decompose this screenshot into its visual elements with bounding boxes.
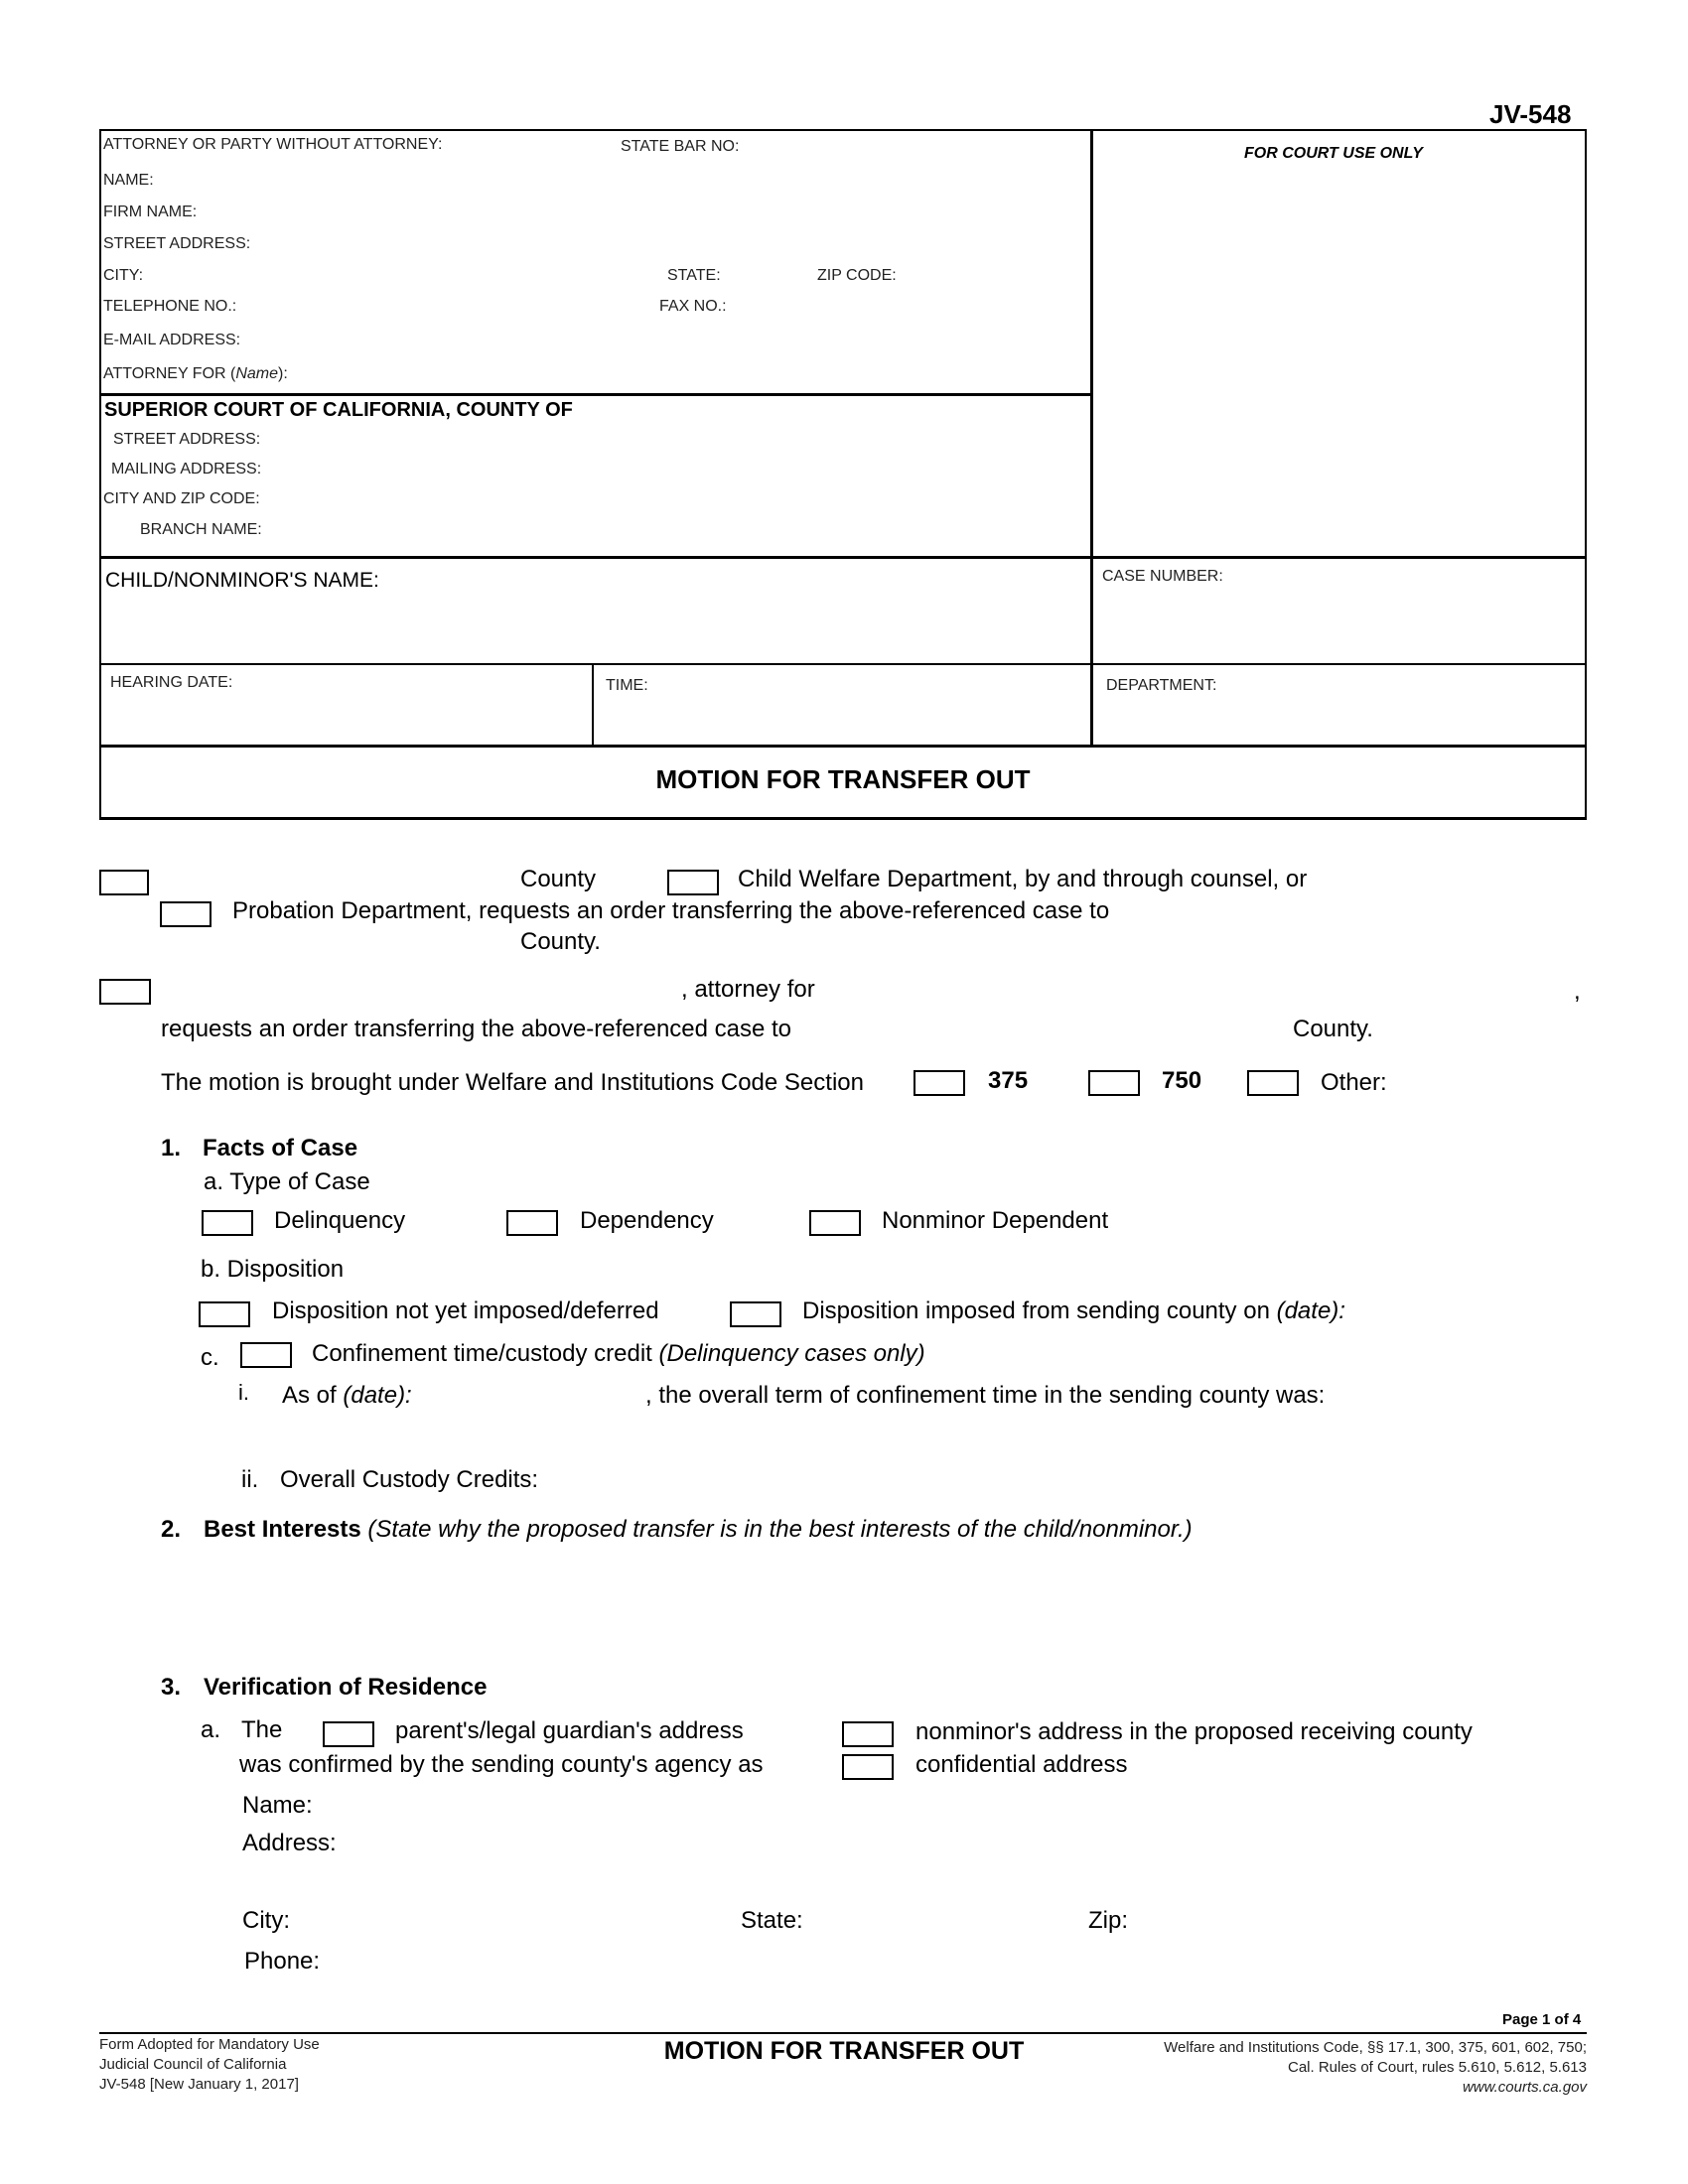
confinement-label: Confinement time/custody credit (Delinquency cases only) [312, 1340, 925, 1367]
trailing-comma: , [1574, 978, 1581, 1005]
form-number: JV-548 [1489, 99, 1572, 129]
residence-state-label: State: [741, 1907, 803, 1934]
section3-number: 3. [161, 1674, 182, 1701]
delinquency-checkbox[interactable] [202, 1210, 253, 1236]
overall-term-label: , the overall term of confinement time in the sending county was: [645, 1382, 1326, 1409]
footer-adopted-2: Judicial Council of California [99, 2056, 287, 2073]
sub-ii-label: ii. [241, 1466, 259, 1493]
section-750-checkbox[interactable] [1088, 1070, 1140, 1096]
footer-cite-2: Cal. Rules of Court, rules 5.610, 5.612, 5.613 [1287, 2059, 1587, 2076]
court-cityzip-label: CITY AND ZIP CODE: [103, 490, 260, 507]
telephone-label: TELEPHONE NO.: [103, 298, 237, 315]
footer-adopted-3: JV-548 [New January 1, 2017] [99, 2076, 299, 2093]
attorney-bottom-line [99, 393, 1092, 396]
confinement-checkbox[interactable] [240, 1342, 292, 1368]
footer-line [99, 2032, 1587, 2034]
residence-phone-label: Phone: [244, 1948, 321, 1975]
hearing-date-label: HEARING DATE: [110, 674, 233, 691]
footer-title: MOTION FOR TRANSFER OUT [663, 2037, 1025, 2065]
form-title: MOTION FOR TRANSFER OUT [655, 764, 1031, 794]
motion-under-text: The motion is brought under Welfare and Institutions Code Section [161, 1069, 864, 1096]
department-label: DEPARTMENT: [1106, 677, 1217, 694]
section-375-label: 375 [988, 1067, 1029, 1094]
time-label: TIME: [606, 677, 648, 694]
section-other-label: Other: [1321, 1069, 1387, 1096]
email-label: E-MAIL ADDRESS: [103, 332, 241, 348]
attorney-label: ATTORNEY OR PARTY WITHOUT ATTORNEY: [103, 136, 443, 153]
confidential-address-label: confidential address [915, 1751, 1128, 1778]
delinquency-label: Delinquency [274, 1207, 406, 1234]
section2-heading: Best Interests (State why the proposed transfer is in the best interests of the child/nonminor.) [204, 1516, 1193, 1543]
child-name-label: CHILD/NONMINOR'S NAME: [105, 569, 379, 592]
court-mailing-label: MAILING ADDRESS: [111, 461, 262, 478]
footer-cite-1: Welfare and Institutions Code, §§ 17.1, 300, 375, 601, 602, 750; [1164, 2039, 1587, 2056]
section-375-checkbox[interactable] [914, 1070, 965, 1096]
nonminor-address-label: nonminor's address in the proposed receiving county [915, 1718, 1473, 1745]
name-label: NAME: [103, 172, 154, 189]
street-label: STREET ADDRESS: [103, 235, 251, 252]
section3-the: The [241, 1716, 283, 1743]
child-welfare-checkbox[interactable] [667, 870, 719, 895]
residence-name-label: Name: [242, 1792, 313, 1819]
attorney-for-text: , attorney for [681, 976, 815, 1003]
case-number-label: CASE NUMBER: [1102, 568, 1223, 585]
nonminor-dependent-checkbox[interactable] [809, 1210, 861, 1236]
parent-address-checkbox[interactable] [323, 1721, 374, 1747]
section-other-checkbox[interactable] [1247, 1070, 1299, 1096]
court-street-label: STREET ADDRESS: [113, 431, 261, 448]
attorney-for-label: ATTORNEY FOR (Name): [103, 365, 288, 382]
firm-label: FIRM NAME: [103, 204, 198, 220]
child-bottom-line [99, 663, 1587, 665]
caption-right-line [1585, 129, 1587, 819]
title-bottom-line [99, 817, 1587, 820]
probation-checkbox[interactable] [160, 901, 211, 927]
requests-text: requests an order transferring the above-referenced case to [161, 1016, 792, 1042]
dependency-label: Dependency [580, 1207, 714, 1234]
residence-address-label: Address: [242, 1830, 337, 1856]
residence-city-label: City: [242, 1907, 290, 1934]
section2-number: 2. [161, 1516, 182, 1543]
disposition-imposed-label: Disposition imposed from sending county on (date): [802, 1297, 1345, 1324]
parent-address-label: parent's/legal guardian's address [395, 1717, 744, 1744]
page-number: Page 1 of 4 [1502, 2011, 1582, 2028]
section-750-label: 750 [1162, 1067, 1202, 1094]
attorney-checkbox[interactable] [99, 979, 151, 1005]
footer-adopted-1: Form Adopted for Mandatory Use [99, 2036, 320, 2053]
petitioner-county-checkbox[interactable] [99, 870, 149, 895]
fax-label: FAX NO.: [659, 298, 727, 315]
caption-top-line [99, 129, 1092, 131]
disposition-label: b. Disposition [201, 1256, 345, 1283]
nonminor-dependent-label: Nonminor Dependent [882, 1207, 1109, 1234]
city-label: CITY: [103, 267, 144, 284]
state-label: STATE: [667, 267, 721, 284]
hearing-bottom-line [99, 745, 1587, 748]
as-of-label: As of (date): [282, 1382, 412, 1409]
court-branch-label: BRANCH NAME: [140, 521, 262, 538]
county-text-3: County. [1293, 1016, 1373, 1042]
probation-text: Probation Department, requests an order transferring the above-referenced case to [232, 897, 1110, 924]
zip-label: ZIP CODE: [817, 267, 897, 284]
disposition-imposed-checkbox[interactable] [730, 1301, 781, 1327]
caption-mid-line [1090, 129, 1093, 745]
disposition-not-imposed-label: Disposition not yet imposed/deferred [272, 1297, 659, 1324]
section3-a-label: a. [201, 1716, 221, 1743]
court-bottom-line [99, 556, 1587, 559]
type-of-case-label: a. Type of Case [204, 1168, 370, 1195]
court-use-top [1092, 129, 1586, 131]
state-bar-label: STATE BAR NO: [621, 138, 740, 155]
confirmed-label: was confirmed by the sending county's agency as [239, 1751, 764, 1778]
court-title: SUPERIOR COURT OF CALIFORNIA, COUNTY OF [104, 399, 573, 421]
footer-website-link[interactable]: www.courts.ca.gov [1462, 2079, 1587, 2096]
court-use-label: FOR COURT USE ONLY [1244, 145, 1423, 162]
section3-title: Verification of Residence [204, 1674, 488, 1701]
caption-left-line [99, 129, 101, 819]
child-welfare-text: Child Welfare Department, by and through counsel, or [738, 866, 1308, 892]
confinement-c-label: c. [201, 1344, 219, 1371]
section1-number: 1. [161, 1135, 182, 1161]
dependency-checkbox[interactable] [506, 1210, 558, 1236]
residence-zip-label: Zip: [1088, 1907, 1129, 1934]
disposition-not-imposed-checkbox[interactable] [199, 1301, 250, 1327]
county-text-2: County. [520, 928, 601, 955]
confidential-address-checkbox[interactable] [842, 1754, 894, 1780]
county-text: County [520, 866, 597, 892]
custody-credits-label: Overall Custody Credits: [280, 1466, 539, 1493]
sub-i-label: i. [238, 1380, 249, 1405]
section1-title: Facts of Case [203, 1135, 358, 1161]
hearing-divider [592, 663, 594, 745]
nonminor-address-checkbox[interactable] [842, 1721, 894, 1747]
